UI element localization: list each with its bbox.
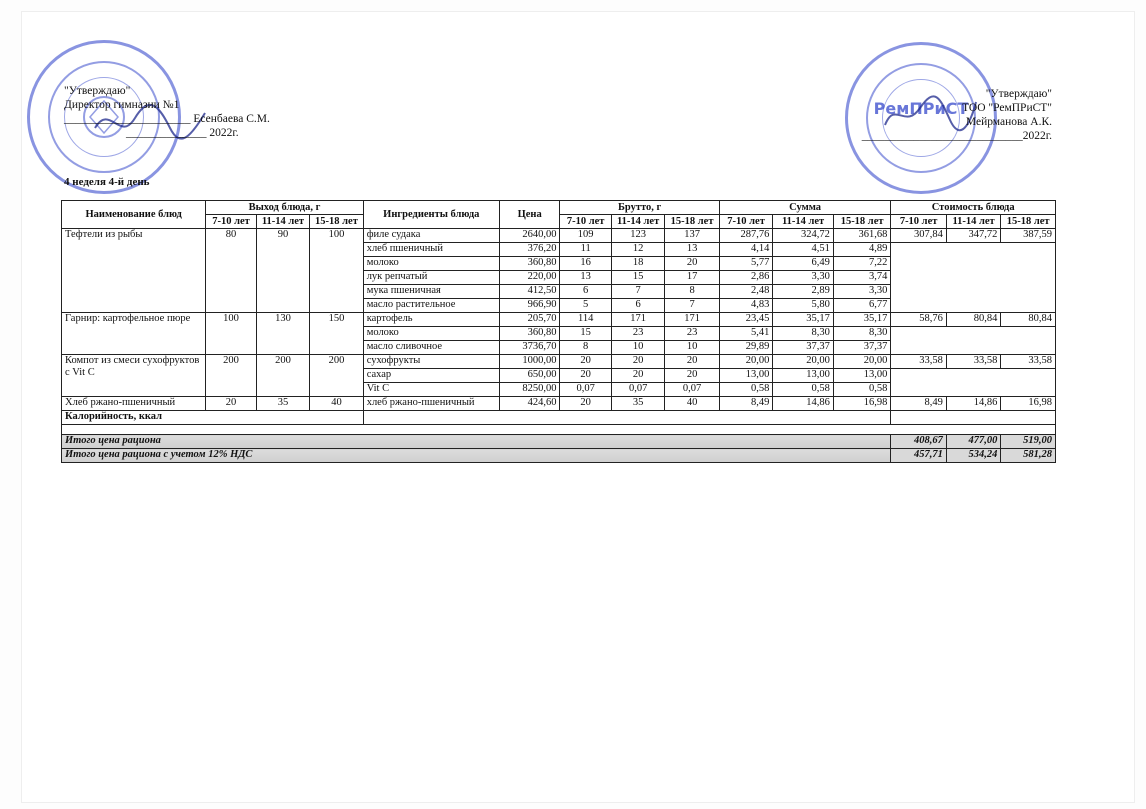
- dish-cost-cell: 80,84: [1001, 313, 1056, 327]
- dish-name-cell: Компот из смеси сухофруктов с Vit C: [62, 355, 206, 397]
- dish-output-cell: 80: [206, 229, 256, 313]
- ingredient-price-cell: 205,70: [499, 313, 560, 327]
- ingredient-name-cell: картофель: [363, 313, 499, 327]
- dish-output-cell: 200: [206, 355, 256, 397]
- dish-output-cell: 20: [206, 397, 256, 411]
- ingredient-brutto-cell: 0,07: [665, 383, 719, 397]
- ingredient-brutto-cell: 114: [560, 313, 611, 327]
- header-age-cost: 15-18 лет: [1001, 215, 1056, 229]
- approval-name: Мейрманова А.К.: [965, 116, 1052, 128]
- ingredient-name-cell: масло сливочное: [363, 341, 499, 355]
- ingredient-brutto-cell: 20: [611, 369, 664, 383]
- header-sum: Сумма: [719, 201, 891, 215]
- ingredient-brutto-cell: 15: [611, 271, 664, 285]
- ingredient-sum-cell: 3,30: [773, 271, 834, 285]
- ingredient-sum-cell: 13,00: [833, 369, 891, 383]
- spacer-row: [62, 425, 1056, 435]
- approval-date-line: ____________________________2022г.: [861, 130, 1052, 142]
- ingredient-brutto-cell: 7: [611, 285, 664, 299]
- ingredient-brutto-cell: 10: [611, 341, 664, 355]
- ingredient-brutto-cell: 0,07: [611, 383, 664, 397]
- ingredient-sum-cell: 6,77: [833, 299, 891, 313]
- header-age-brutto: 7-10 лет: [560, 215, 611, 229]
- ingredient-sum-cell: 37,37: [773, 341, 834, 355]
- calories-label-cell: Калорийность, ккал: [62, 411, 364, 425]
- ingredient-brutto-cell: 8: [665, 285, 719, 299]
- table-row: [62, 229, 1056, 243]
- table-row: [62, 313, 1056, 327]
- ingredient-name-cell: Vit C: [363, 383, 499, 397]
- header-age-output: 11-14 лет: [256, 215, 309, 229]
- ingredient-brutto-cell: 16: [560, 257, 611, 271]
- header-age-cost: 11-14 лет: [946, 215, 1000, 229]
- ingredient-sum-cell: 29,89: [719, 341, 772, 355]
- header-ingredients: Ингредиенты блюда: [363, 201, 499, 229]
- dish-output-cell: 150: [310, 313, 364, 355]
- ingredient-sum-cell: 361,68: [833, 229, 891, 243]
- dish-cost-cell: 58,76: [891, 313, 946, 327]
- ingredient-brutto-cell: 7: [665, 299, 719, 313]
- header-age-output: 7-10 лет: [206, 215, 256, 229]
- ingredient-brutto-cell: 12: [611, 243, 664, 257]
- table-row: [62, 355, 1056, 369]
- ingredient-brutto-cell: 171: [665, 313, 719, 327]
- ingredient-brutto-cell: 18: [611, 257, 664, 271]
- ingredient-brutto-cell: 20: [665, 355, 719, 369]
- dish-name-cell: Гарнир: картофельное пюре: [62, 313, 206, 355]
- ingredient-price-cell: 1000,00: [499, 355, 560, 369]
- dish-output-cell: 100: [310, 229, 364, 313]
- total-value-cell: 408,67: [891, 435, 946, 449]
- ingredient-brutto-cell: 40: [665, 397, 719, 411]
- ingredient-brutto-cell: 17: [665, 271, 719, 285]
- approval-date-line: ______________ 2022г.: [126, 127, 239, 139]
- ingredient-brutto-cell: 123: [611, 229, 664, 243]
- ingredient-price-cell: 8250,00: [499, 383, 560, 397]
- total-value-cell: 477,00: [946, 435, 1000, 449]
- ingredient-sum-cell: 0,58: [773, 383, 834, 397]
- ingredient-sum-cell: 20,00: [773, 355, 834, 369]
- ingredient-sum-cell: 287,76: [719, 229, 772, 243]
- week-day-label: 4 неделя 4-й день: [64, 176, 150, 188]
- total-label-cell: Итого цена рациона с учетом 12% НДС: [62, 449, 891, 463]
- header-age-sum: 15-18 лет: [833, 215, 891, 229]
- approval-block-right: [862, 87, 1052, 143]
- ingredient-brutto-cell: 13: [665, 243, 719, 257]
- dish-cost-cell: 347,72: [946, 229, 1000, 243]
- ingredient-brutto-cell: 15: [560, 327, 611, 341]
- ingredient-brutto-cell: 11: [560, 243, 611, 257]
- ingredient-name-cell: лук репчатый: [363, 271, 499, 285]
- ingredient-name-cell: молоко: [363, 257, 499, 271]
- ingredient-brutto-cell: 35: [611, 397, 664, 411]
- ingredient-brutto-cell: 23: [665, 327, 719, 341]
- ingredient-name-cell: сахар: [363, 369, 499, 383]
- approval-org: ТОО "РемПРиСТ": [962, 102, 1052, 114]
- ingredient-sum-cell: 0,58: [719, 383, 772, 397]
- ingredient-price-cell: 360,80: [499, 327, 560, 341]
- total-row: [62, 449, 1056, 463]
- dish-output-cell: 100: [206, 313, 256, 355]
- dish-output-cell: 40: [310, 397, 364, 411]
- total-value-cell: 534,24: [946, 449, 1000, 463]
- dish-cost-cell: 387,59: [1001, 229, 1056, 243]
- dish-cost-cell: 16,98: [1001, 397, 1056, 411]
- header-age-sum: 11-14 лет: [773, 215, 834, 229]
- table-body: [62, 229, 1056, 463]
- dish-cost-cell: 307,84: [891, 229, 946, 243]
- dish-output-cell: 35: [256, 397, 309, 411]
- ingredient-sum-cell: 20,00: [719, 355, 772, 369]
- approval-title: "Утверждаю": [985, 88, 1052, 100]
- ingredient-name-cell: сухофрукты: [363, 355, 499, 369]
- spacer-cell: [62, 425, 1056, 435]
- dish-name-cell: Тефтели из рыбы: [62, 229, 206, 313]
- empty-cost-cell: [891, 327, 1056, 355]
- seal-company-name: РемПРиСТ: [873, 99, 969, 118]
- ingredient-sum-cell: 3,74: [833, 271, 891, 285]
- ingredient-sum-cell: 8,30: [773, 327, 834, 341]
- ingredient-sum-cell: 35,17: [773, 313, 834, 327]
- calories-empty-cell: [891, 411, 1056, 425]
- dish-output-cell: 200: [256, 355, 309, 397]
- ingredient-price-cell: 966,90: [499, 299, 560, 313]
- header-output: Выход блюда, г: [206, 201, 363, 215]
- dish-output-cell: 200: [310, 355, 364, 397]
- ingredient-brutto-cell: 109: [560, 229, 611, 243]
- ingredient-sum-cell: 2,86: [719, 271, 772, 285]
- ingredient-price-cell: 650,00: [499, 369, 560, 383]
- ingredient-sum-cell: 0,58: [833, 383, 891, 397]
- ingredient-sum-cell: 23,45: [719, 313, 772, 327]
- ingredient-sum-cell: 4,14: [719, 243, 772, 257]
- dish-cost-cell: 33,58: [891, 355, 946, 369]
- ingredient-name-cell: молоко: [363, 327, 499, 341]
- header-age-brutto: 15-18 лет: [665, 215, 719, 229]
- empty-cost-cell: [891, 369, 1056, 397]
- ingredient-sum-cell: 4,51: [773, 243, 834, 257]
- header-dish: Наименование блюд: [62, 201, 206, 229]
- total-value-cell: 519,00: [1001, 435, 1056, 449]
- ingredient-sum-cell: 2,48: [719, 285, 772, 299]
- ingredient-sum-cell: 8,49: [719, 397, 772, 411]
- approval-name: Есенбаева С.М.: [193, 113, 270, 125]
- table-header: [62, 201, 1056, 229]
- menu-table: [61, 200, 1056, 463]
- ingredient-sum-cell: 7,22: [833, 257, 891, 271]
- ingredient-sum-cell: 6,49: [773, 257, 834, 271]
- header-age-sum: 7-10 лет: [719, 215, 772, 229]
- ingredient-price-cell: 412,50: [499, 285, 560, 299]
- ingredient-sum-cell: 3,30: [833, 285, 891, 299]
- ingredient-sum-cell: 35,17: [833, 313, 891, 327]
- empty-cost-cell: [891, 243, 1056, 313]
- approval-title: "Утверждаю": [64, 85, 131, 97]
- dish-output-cell: 130: [256, 313, 309, 355]
- ingredient-sum-cell: 8,30: [833, 327, 891, 341]
- ingredient-sum-cell: 4,83: [719, 299, 772, 313]
- ingredient-price-cell: 376,20: [499, 243, 560, 257]
- dish-cost-cell: 8,49: [891, 397, 946, 411]
- ingredient-sum-cell: 37,37: [833, 341, 891, 355]
- dish-cost-cell: 14,86: [946, 397, 1000, 411]
- ingredient-brutto-cell: 13: [560, 271, 611, 285]
- dish-name-cell: Хлеб ржано-пшеничный: [62, 397, 206, 411]
- ingredient-brutto-cell: 20: [560, 369, 611, 383]
- approval-block-left: [64, 84, 270, 140]
- dish-cost-cell: 80,84: [946, 313, 1000, 327]
- calories-empty-cell: [363, 411, 891, 425]
- ingredient-sum-cell: 13,00: [773, 369, 834, 383]
- ingredient-sum-cell: 16,98: [833, 397, 891, 411]
- ingredient-name-cell: масло растительное: [363, 299, 499, 313]
- ingredient-brutto-cell: 5: [560, 299, 611, 313]
- approval-position: Директор гимназии №1: [64, 99, 180, 111]
- ingredient-brutto-cell: 20: [665, 257, 719, 271]
- ingredient-brutto-cell: 20: [560, 397, 611, 411]
- ingredient-price-cell: 424,60: [499, 397, 560, 411]
- dish-cost-cell: 33,58: [1001, 355, 1056, 369]
- ingredient-price-cell: 220,00: [499, 271, 560, 285]
- ingredient-brutto-cell: 6: [560, 285, 611, 299]
- ingredient-price-cell: 2640,00: [499, 229, 560, 243]
- ingredient-brutto-cell: 20: [560, 355, 611, 369]
- approval-year: 2022г.: [209, 127, 239, 139]
- ingredient-name-cell: хлеб ржано-пшеничный: [363, 397, 499, 411]
- table-row: [62, 397, 1056, 411]
- ingredient-sum-cell: 5,77: [719, 257, 772, 271]
- approval-year: 2022г.: [1022, 130, 1052, 142]
- total-value-cell: 581,28: [1001, 449, 1056, 463]
- ingredient-brutto-cell: 20: [665, 369, 719, 383]
- ingredient-sum-cell: 5,80: [773, 299, 834, 313]
- ingredient-name-cell: хлеб пшеничный: [363, 243, 499, 257]
- total-row: [62, 435, 1056, 449]
- ingredient-name-cell: филе судака: [363, 229, 499, 243]
- ingredient-sum-cell: 4,89: [833, 243, 891, 257]
- header-age-output: 15-18 лет: [310, 215, 364, 229]
- ingredient-sum-cell: 324,72: [773, 229, 834, 243]
- dish-output-cell: 90: [256, 229, 309, 313]
- ingredient-price-cell: 360,80: [499, 257, 560, 271]
- ingredient-brutto-cell: 23: [611, 327, 664, 341]
- dish-cost-cell: 33,58: [946, 355, 1000, 369]
- ingredient-brutto-cell: 10: [665, 341, 719, 355]
- header-brutto: Брутто, г: [560, 201, 719, 215]
- ingredient-price-cell: 3736,70: [499, 341, 560, 355]
- header-age-brutto: 11-14 лет: [611, 215, 664, 229]
- approval-signature-line: ______________________ Есенбаева С.М.: [64, 113, 270, 125]
- header-cost: Стоимость блюда: [891, 201, 1056, 215]
- ingredient-brutto-cell: 8: [560, 341, 611, 355]
- ingredient-sum-cell: 5,41: [719, 327, 772, 341]
- ingredient-name-cell: мука пшеничная: [363, 285, 499, 299]
- ingredient-brutto-cell: 137: [665, 229, 719, 243]
- total-value-cell: 457,71: [891, 449, 946, 463]
- calories-row: [62, 411, 1056, 425]
- ingredient-sum-cell: 14,86: [773, 397, 834, 411]
- header-age-cost: 7-10 лет: [891, 215, 946, 229]
- ingredient-sum-cell: 13,00: [719, 369, 772, 383]
- header-price: Цена: [499, 201, 560, 229]
- ingredient-sum-cell: 20,00: [833, 355, 891, 369]
- ingredient-sum-cell: 2,89: [773, 285, 834, 299]
- ingredient-brutto-cell: 0,07: [560, 383, 611, 397]
- ingredient-brutto-cell: 6: [611, 299, 664, 313]
- ingredient-brutto-cell: 20: [611, 355, 664, 369]
- ingredient-brutto-cell: 171: [611, 313, 664, 327]
- total-label-cell: Итого цена рациона: [62, 435, 891, 449]
